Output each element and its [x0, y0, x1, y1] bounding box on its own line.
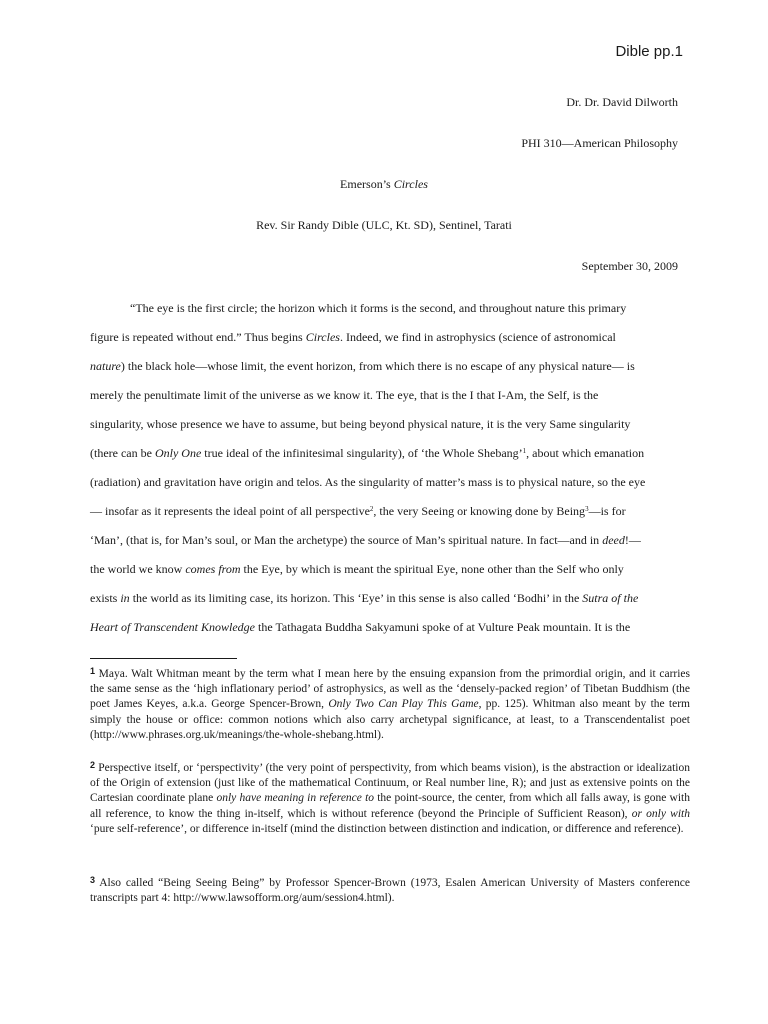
- body-line-9: ‘Man’, (that is, for Man’s soul, or Man the archetype) the source of Man’s spiritual nature. In fact—and in deed!—: [90, 533, 641, 547]
- footnote-ref-2[interactable]: 2: [369, 505, 374, 513]
- footnote-separator: [90, 658, 237, 659]
- body-line-10: the world we know comes from the Eye, by which is meant the spiritual Eye, none other than the Self who only: [90, 562, 624, 576]
- footnote-ref-3[interactable]: 3: [585, 505, 589, 513]
- footnote-2: $^2$ Perspective itself, or ‘perspectivity’ (the very point of perspectivity, from which beams vision), is the abstraction or idealization of the Origin of extension (just like of the mathematical Continuum, or Real number line, R); and just as extensive points on the Cartesian coordinate plane only have meaning in reference to the point-source, the center, from which all falls away, is gone with all reference, to know the thing in-itself, which is without reference (beyond the Principle of Sufficient Reason), or only with ‘pure self-reference’, or difference in-itself (mind the distinction between distinction and indication, or difference and reference).: [90, 760, 690, 835]
- body-line-11: exists in the world as its limiting case, its horizon. This ‘Eye’ in this sense is also called ‘Bodhi’ in the Sutra of the: [90, 591, 639, 605]
- body-line-6: (there can be Only One true ideal of the infinitesimal singularity), of ‘the Whole Shebang’$^1$, about which emanation: [90, 446, 645, 460]
- body-line-1: “The eye is the first circle; the horizon which it forms is the second, and throughout nature this primary: [130, 301, 627, 315]
- footnote-3: $^3$ Also called “Being Seeing Being” by Professor Spencer-Brown (1973, Esalen American University of Masters conference transcripts part 4: http://www.lawsofform.org/aum/session4.html).: [90, 875, 690, 905]
- body-line-7: (radiation) and gravitation have origin and telos. As the singularity of matter’s mass is to physical nature, so the eye: [90, 475, 646, 489]
- professor-name: Dr. Dr. David Dilworth: [566, 95, 678, 109]
- date-line: September 30, 2009: [581, 259, 678, 273]
- author-line: Rev. Sir Randy Dible (ULC, Kt. SD), Sentinel, Tarati: [256, 218, 512, 232]
- body-line-8: — insofar as it represents the ideal point of all perspective$^2$, the very Seeing or knowing done by Being$^3$—is for: [90, 504, 626, 518]
- footnote-ref-1[interactable]: 1: [522, 447, 527, 455]
- body-line-2: figure is repeated without end.” Thus begins Circles. Indeed, we find in astrophysics (science of astronomical: [90, 330, 616, 344]
- body-line-5: singularity, whose presence we have to assume, but being beyond physical nature, it is the very Same singularity: [90, 417, 631, 431]
- body-line-3: nature) the black hole—whose limit, the event horizon, from which there is no escape of any physical nature— is: [90, 359, 635, 373]
- body-line-12: Heart of Transcendent Knowledge the Tathagata Buddha Sakyamuni spoke of at Vulture Peak mountain. It is the: [90, 620, 631, 634]
- footnote-1: $^1$ Maya. Walt Whitman meant by the term what I mean here by the ensuing expansion from the primordial origin, and it carries the same sense as the ‘high inflationary period’ of astrophysics, as well as the ‘densely-packed region’ of Tibetan Buddhism (the poet James Keyes, a.k.a. George Spencer-Brown, Only Two Can Play This Game, pp. 125). Whitman also meant by the term simply the house or office: common notions which also carry archetypal significance, at least, to a Transcendentalist poet (http://www.phrases.org.uk/meanings/the-whole-shebang.html).: [90, 666, 690, 741]
- running-head: Dible pp.1: [615, 43, 683, 60]
- paper-title: Emerson’s Circles: [340, 177, 428, 191]
- course-name: PHI 310—American Philosophy: [521, 136, 678, 150]
- body-line-4: merely the penultimate limit of the universe as we know it. The eye, that is the I that I-Am, the Self, is the: [90, 388, 599, 402]
